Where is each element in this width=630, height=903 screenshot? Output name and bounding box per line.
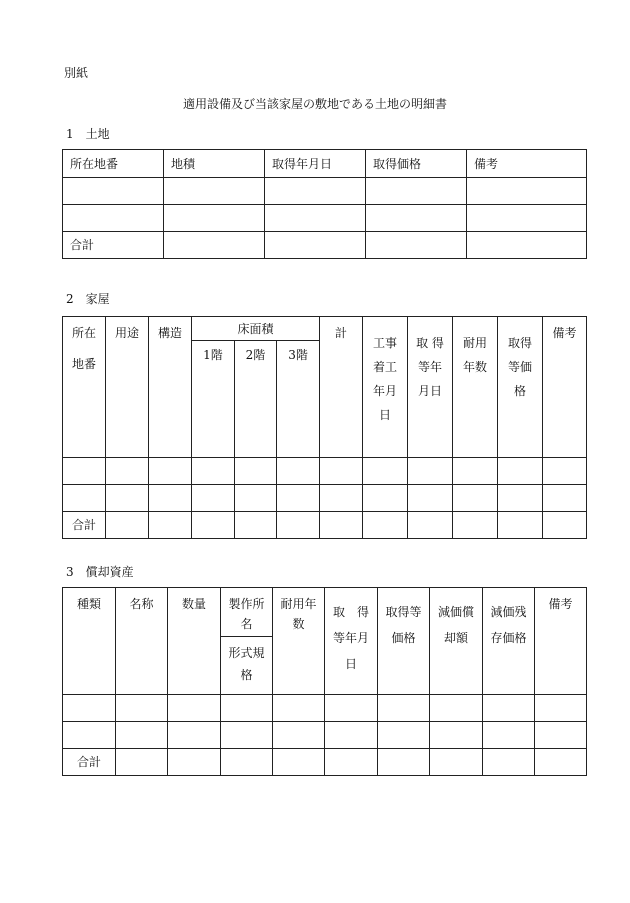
bldg-col-acquisition-date: 取 得 等年 月日 (408, 317, 453, 458)
table-cell[interactable] (483, 749, 535, 776)
table-cell[interactable] (366, 205, 467, 232)
table-cell[interactable] (430, 695, 483, 722)
table-cell[interactable] (168, 722, 221, 749)
table-cell[interactable] (325, 695, 378, 722)
asset-col-acquisition-price: 取得等 価格 (378, 588, 430, 695)
table-cell[interactable] (149, 485, 192, 512)
bldg-col-floor-area: 床面積 (192, 317, 320, 341)
table-cell[interactable] (192, 458, 235, 485)
total-row (63, 749, 587, 776)
table-cell[interactable] (235, 512, 277, 539)
table-cell[interactable] (168, 749, 221, 776)
table-cell[interactable] (149, 458, 192, 485)
land-table (62, 149, 587, 259)
table-header-row (63, 317, 587, 341)
document-title: 適用設備及び当該家屋の敷地である土地の明細書 (182, 97, 447, 111)
asset-col-acquisition-date: 取 得 等年月 日 (325, 588, 378, 695)
asset-col-model: 形式規 格 (221, 637, 273, 695)
table-cell[interactable] (498, 485, 543, 512)
table-cell[interactable] (235, 458, 277, 485)
asset-col-useful-life: 耐用年 数 (273, 588, 325, 695)
table-cell[interactable] (467, 232, 587, 259)
table-cell[interactable] (265, 205, 366, 232)
table-cell[interactable] (63, 178, 164, 205)
table-cell[interactable] (430, 749, 483, 776)
table-cell[interactable] (277, 458, 320, 485)
table-cell[interactable] (363, 512, 408, 539)
bldg-col-total: 計 (320, 317, 363, 458)
table-cell[interactable] (320, 485, 363, 512)
table-cell[interactable] (277, 512, 320, 539)
table-cell[interactable] (106, 485, 149, 512)
table-cell[interactable] (265, 178, 366, 205)
building-table (62, 316, 587, 539)
table-cell[interactable] (535, 749, 587, 776)
table-cell[interactable] (149, 512, 192, 539)
asset-col-book-value: 減価残 存価格 (483, 588, 535, 695)
table-header-row (63, 588, 587, 637)
table-cell[interactable] (273, 695, 325, 722)
table-cell[interactable] (483, 722, 535, 749)
asset-col-type: 種類 (63, 588, 116, 695)
table-cell[interactable] (221, 722, 273, 749)
table-cell[interactable] (168, 695, 221, 722)
table-cell[interactable] (320, 512, 363, 539)
total-label: 合計 (63, 512, 106, 539)
table-cell[interactable] (535, 722, 587, 749)
table-row (63, 178, 587, 205)
table-cell[interactable] (430, 722, 483, 749)
table-row (63, 458, 587, 485)
table-cell[interactable] (164, 232, 265, 259)
table-cell[interactable] (453, 485, 498, 512)
table-cell[interactable] (273, 722, 325, 749)
table-cell[interactable] (63, 458, 106, 485)
total-label: 合計 (63, 232, 164, 259)
table-cell[interactable] (221, 695, 273, 722)
table-cell[interactable] (543, 512, 587, 539)
table-row (63, 205, 587, 232)
total-row (63, 512, 587, 539)
total-row (63, 232, 587, 259)
table-cell[interactable] (378, 749, 430, 776)
table-cell[interactable] (63, 485, 106, 512)
table-cell[interactable] (408, 485, 453, 512)
table-cell[interactable] (221, 749, 273, 776)
table-cell[interactable] (408, 458, 453, 485)
bldg-col-location: 所在 地番 (63, 317, 106, 458)
land-col-acquisition-date: 取得年月日 (265, 150, 366, 178)
table-cell[interactable] (467, 205, 587, 232)
attachment-label: 別紙 (64, 66, 89, 80)
table-cell[interactable] (363, 458, 408, 485)
table-cell[interactable] (467, 178, 587, 205)
table-cell[interactable] (366, 178, 467, 205)
section2-heading: 2 家屋 (66, 292, 110, 306)
table-cell[interactable] (378, 722, 430, 749)
table-cell[interactable] (453, 458, 498, 485)
table-cell[interactable] (325, 749, 378, 776)
asset-col-depreciation: 減価償 却額 (430, 588, 483, 695)
land-col-acquisition-price: 取得価格 (366, 150, 467, 178)
bldg-col-floor1: 1階 (192, 341, 235, 458)
bldg-col-construction-start: 工事 着工 年月 日 (363, 317, 408, 458)
asset-col-remarks: 備考 (535, 588, 587, 695)
table-cell[interactable] (408, 512, 453, 539)
table-cell[interactable] (116, 695, 168, 722)
table-cell[interactable] (164, 178, 265, 205)
land-col-remarks: 備考 (467, 150, 587, 178)
bldg-col-structure: 構造 (149, 317, 192, 458)
table-cell[interactable] (116, 749, 168, 776)
table-cell[interactable] (543, 458, 587, 485)
table-cell[interactable] (106, 512, 149, 539)
table-cell[interactable] (378, 695, 430, 722)
section3-heading: 3 償却資産 (66, 565, 134, 579)
table-cell[interactable] (63, 722, 116, 749)
table-cell[interactable] (325, 722, 378, 749)
table-cell[interactable] (483, 695, 535, 722)
assets-table (62, 587, 587, 776)
table-cell[interactable] (116, 722, 168, 749)
bldg-col-use: 用途 (106, 317, 149, 458)
land-col-location: 所在地番 (63, 150, 164, 178)
table-cell[interactable] (164, 205, 265, 232)
table-header-row (63, 150, 587, 178)
table-cell[interactable] (192, 485, 235, 512)
asset-col-maker: 製作所 名 (221, 588, 273, 637)
table-cell[interactable] (273, 749, 325, 776)
table-cell[interactable] (543, 485, 587, 512)
section1-heading: 1 土地 (66, 127, 110, 141)
table-row (63, 485, 587, 512)
table-cell[interactable] (106, 458, 149, 485)
bldg-col-acquisition-price: 取得 等価 格 (498, 317, 543, 458)
table-cell[interactable] (535, 695, 587, 722)
bldg-col-floor3: 3階 (277, 341, 320, 458)
table-row (63, 695, 587, 722)
table-cell[interactable] (363, 485, 408, 512)
bldg-col-floor2: 2階 (235, 341, 277, 458)
bldg-col-remarks: 備考 (543, 317, 587, 458)
table-cell[interactable] (265, 232, 366, 259)
total-label: 合計 (63, 749, 116, 776)
table-cell[interactable] (498, 512, 543, 539)
table-cell[interactable] (63, 205, 164, 232)
table-cell[interactable] (366, 232, 467, 259)
table-cell[interactable] (498, 458, 543, 485)
asset-col-quantity: 数量 (168, 588, 221, 695)
table-cell[interactable] (63, 695, 116, 722)
table-cell[interactable] (235, 485, 277, 512)
table-cell[interactable] (277, 485, 320, 512)
bldg-col-useful-life: 耐用 年数 (453, 317, 498, 458)
table-row (63, 722, 587, 749)
table-cell[interactable] (453, 512, 498, 539)
land-col-area: 地積 (164, 150, 265, 178)
asset-col-name: 名称 (116, 588, 168, 695)
table-cell[interactable] (192, 512, 235, 539)
table-cell[interactable] (320, 458, 363, 485)
